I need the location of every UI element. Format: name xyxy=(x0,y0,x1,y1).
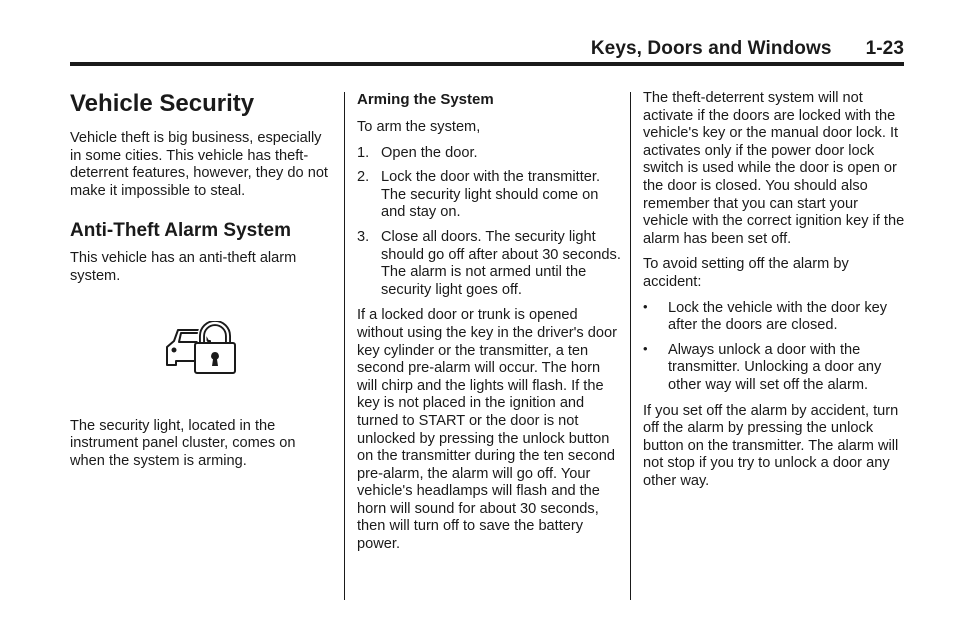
bullet-icon: • xyxy=(643,298,648,314)
arming-lead: To arm the system, xyxy=(357,119,481,135)
arming-steps xyxy=(357,145,621,300)
section-heading: Vehicle Security xyxy=(70,90,255,117)
pre-alarm-paragraph: If a locked door or trunk is opened without using the key in the driver's door key cylinder or the transmitter, a ten second pre-alarm will occur. The horn will chirp and the lights will flash. If the key is not placed in the ignition and turned to START or the door is not unlocked by pressing the unlock button on the transmitter during the ten second pre-alarm, the alarm will go off. Your vehicle's headlamps will flash and the horn will sound for about 30 seconds, then will turn off to save the battery power. xyxy=(357,307,617,553)
list-item xyxy=(357,229,621,299)
alarm-paragraph: This vehicle has an anti-theft alarm system. xyxy=(70,250,297,284)
step-text: Close all doors. The security light should go off after about 30 seconds. The alarm is not armed until the security light goes off. xyxy=(381,228,621,298)
activation-paragraph: The theft-deterrent system will not activate if the doors are locked with the vehicle's key or the manual door lock. It activates only if the power door lock switch is used while the door is open or the door is closed. You should also remember that you can start your vehicle with the correct ignition key if the alarm has been set off. xyxy=(643,90,905,247)
header-rule xyxy=(70,62,904,66)
intro-paragraph: Vehicle theft is big business, especially in some cities. This vehicle has theft-deterrent features, however, they do not make it impossible to steal. xyxy=(70,130,328,199)
list-item xyxy=(357,145,621,163)
list-item xyxy=(643,342,907,395)
step-text: Open the door. xyxy=(381,144,478,161)
page-header xyxy=(70,38,904,62)
security-light-icon xyxy=(164,321,238,375)
bullet-icon: • xyxy=(643,340,648,356)
bullet-text: Always unlock a door with the transmitter. Unlocking a door any other way will set off the alarm. xyxy=(668,341,882,393)
column-divider-1 xyxy=(344,92,345,600)
subsection-heading: Anti-Theft Alarm System xyxy=(70,220,291,242)
column-3 xyxy=(643,90,907,498)
list-item xyxy=(357,169,621,222)
step-number: 2. xyxy=(357,169,370,186)
section-title: Keys, Doors and Windows xyxy=(590,38,832,59)
list-item xyxy=(643,300,907,335)
bullet-text: Lock the vehicle with the door key after the doors are closed. xyxy=(668,299,888,334)
step-text: Lock the door with the transmitter. The security light should come on and stay on. xyxy=(381,169,601,221)
column-divider-2 xyxy=(630,92,631,600)
step-number: 3. xyxy=(357,228,370,245)
avoid-paragraph: To avoid setting off the alarm by accident: xyxy=(643,256,849,290)
arming-heading: Arming the System xyxy=(357,91,494,108)
security-light-paragraph: The security light, located in the instrument panel cluster, comes on when the system is arming. xyxy=(70,417,296,469)
step-number: 1. xyxy=(357,144,370,161)
column-1 xyxy=(70,90,332,478)
avoid-list xyxy=(643,300,907,395)
turn-off-paragraph: If you set off the alarm by accident, turn off the alarm by pressing the unlock button on the transmitter. The alarm will not stop if you try to unlock a door any other way. xyxy=(643,402,899,489)
column-2 xyxy=(357,90,621,562)
page-number: 1-23 xyxy=(865,38,904,59)
